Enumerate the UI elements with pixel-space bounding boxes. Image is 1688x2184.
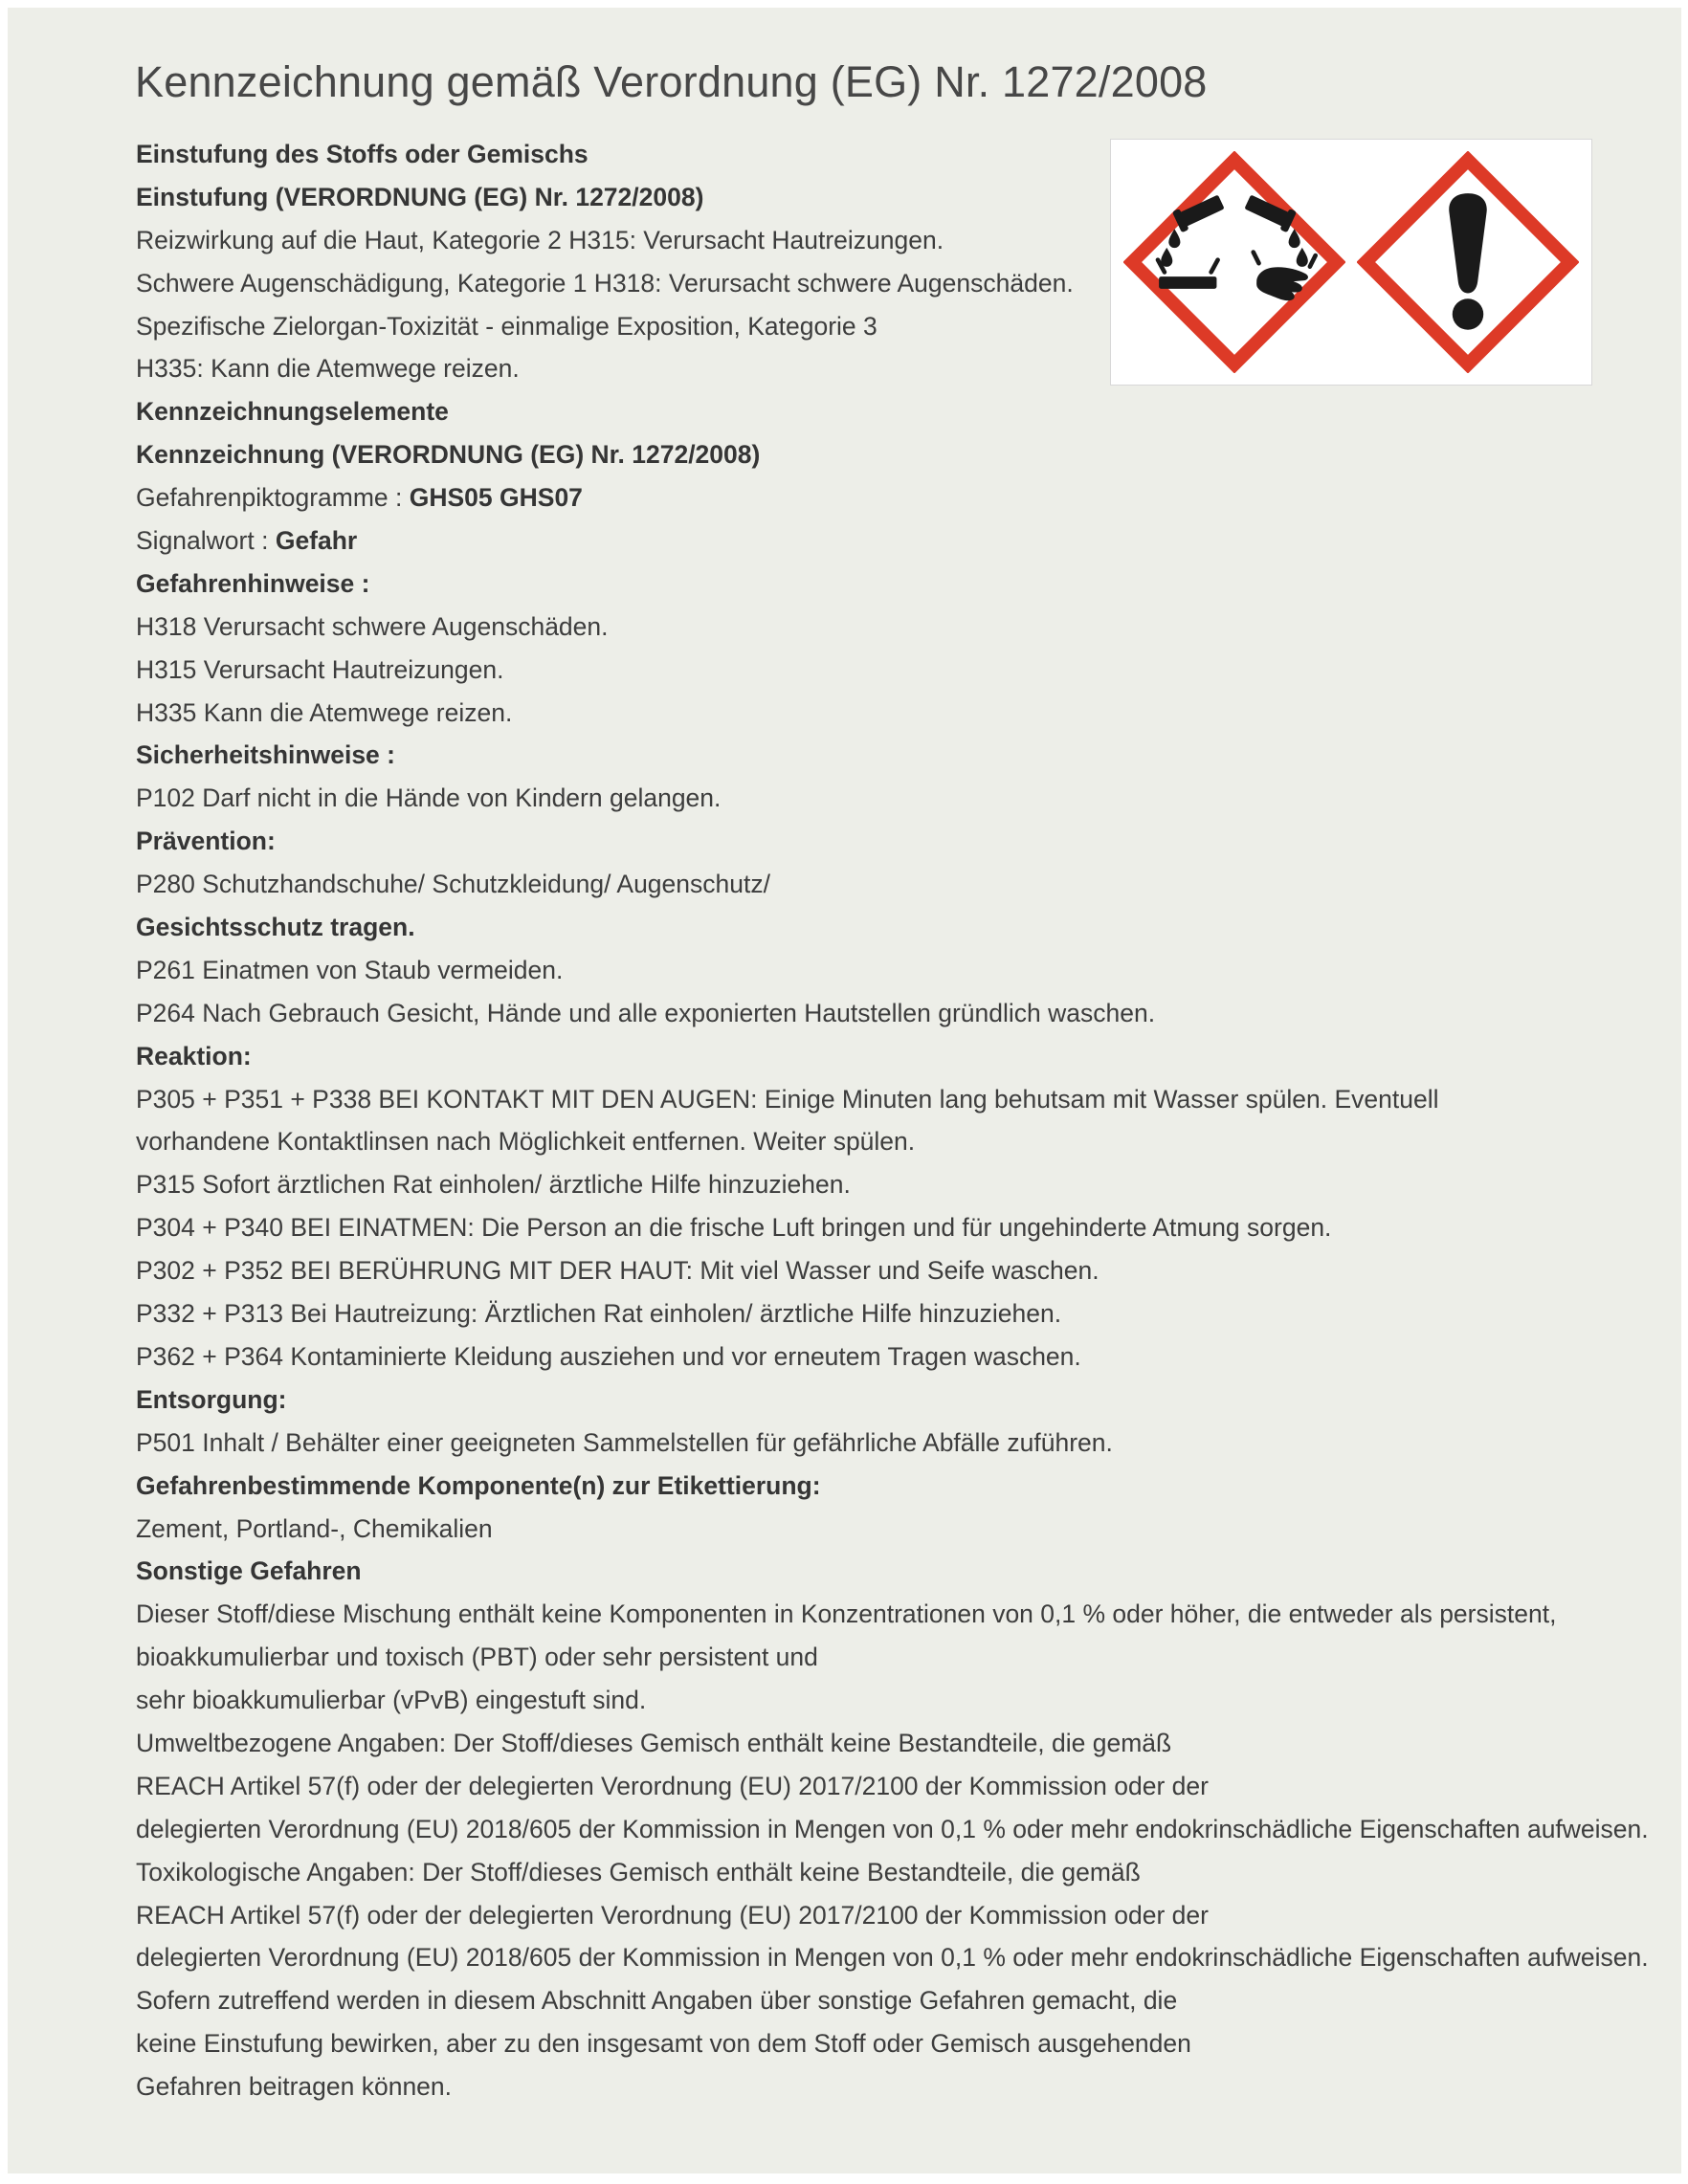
bold-text-segment: Gefahrenbestimmende Komponente(n) zur Etikettierung: <box>136 1470 821 1500</box>
text-line <box>136 1035 1648 1078</box>
text-line <box>136 1206 1648 1249</box>
text-line <box>136 1335 1648 1379</box>
bold-text-segment: Einstufung (VERORDNUNG (EG) Nr. 1272/2008) <box>136 182 704 211</box>
text-line <box>136 1163 1648 1206</box>
text-line <box>136 219 1648 262</box>
text-line <box>136 176 1648 219</box>
text-segment: Spezifische Zielorgan-Toxizität - einmalige Exposition, Kategorie 3 <box>136 311 877 341</box>
text-line <box>136 262 1648 305</box>
text-line <box>136 305 1648 348</box>
text-segment: P261 Einatmen von Staub vermeiden. <box>136 955 564 984</box>
text-segment: REACH Artikel 57(f) oder der delegierten Verordnung (EU) 2017/2100 der Kommission oder der <box>136 1771 1209 1800</box>
text-segment: P280 Schutzhandschuhe/ Schutzkleidung/ Augenschutz/ <box>136 870 770 899</box>
text-line <box>136 2022 1648 2065</box>
text-segment: Zement, Portland-, Chemikalien <box>136 1513 493 1543</box>
text-line <box>136 1379 1648 1422</box>
text-line <box>136 433 1648 476</box>
text-segment: Umweltbezogene Angaben: Der Stoff/dieses Gemisch enthält keine Bestandteile, die gemäß <box>136 1728 1172 1757</box>
text-line <box>136 1593 1648 1636</box>
text-segment: vorhandene Kontaktlinsen nach Möglichkeit entfernen. Weiter spülen. <box>136 1127 916 1157</box>
text-line <box>136 606 1648 649</box>
document-page <box>8 8 1681 2173</box>
text-line <box>136 1508 1648 1551</box>
text-line <box>136 1550 1648 1593</box>
text-line <box>136 2065 1648 2108</box>
text-line <box>136 863 1648 906</box>
text-segment: H335 Kann die Atemwege reizen. <box>136 697 513 727</box>
bold-text-segment: Einstufung des Stoffs oder Gemischs <box>136 140 589 168</box>
text-line <box>136 1422 1648 1465</box>
text-segment: Dieser Stoff/diese Mischung enthält keine Komponenten in Konzentrationen von 0,1 % oder höher, die entweder als persistent, <box>136 1599 1557 1629</box>
text-segment: P315 Sofort ärztlichen Rat einholen/ ärztliche Hilfe hinzuziehen. <box>136 1170 851 1200</box>
text-segment: Gefahrenpiktogramme : <box>136 483 410 513</box>
text-segment: H318 Verursacht schwere Augenschäden. <box>136 611 609 641</box>
text-line <box>136 519 1648 563</box>
bold-text-segment: GHS05 GHS07 <box>409 483 583 513</box>
text-line <box>136 734 1648 777</box>
text-line <box>136 1808 1648 1851</box>
text-line <box>136 692 1648 735</box>
bold-text-segment: Gesichtsschutz tragen. <box>136 913 415 942</box>
text-line <box>136 1679 1648 1722</box>
text-line <box>136 1249 1648 1292</box>
text-segment: keine Einstufung bewirken, aber zu den insgesamt von dem Stoff oder Gemisch ausgehenden <box>136 2029 1191 2059</box>
text-line <box>136 1292 1648 1335</box>
bold-text-segment: Sonstige Gefahren <box>136 1556 362 1586</box>
bold-text-segment: Kennzeichnung (VERORDNUNG (EG) Nr. 1272/2008) <box>136 440 761 470</box>
text-line <box>136 1765 1648 1808</box>
text-line <box>136 1465 1648 1508</box>
text-segment: delegierten Verordnung (EU) 2018/605 der Kommission in Mengen von 0,1 % oder mehr endokrinschädliche Eigenschaften aufweisen. <box>136 1814 1649 1843</box>
text-segment: sehr bioakkumulierbar (vPvB) eingestuft sind. <box>136 1686 647 1715</box>
text-segment: P362 + P364 Kontaminierte Kleidung ausziehen und vor erneutem Tragen waschen. <box>136 1341 1081 1371</box>
text-line <box>136 1636 1648 1679</box>
bold-text-segment: Prävention: <box>136 827 276 856</box>
text-line <box>136 906 1648 949</box>
text-segment: Toxikologische Angaben: Der Stoff/dieses Gemisch enthält keine Bestandteile, die gemäß <box>136 1857 1141 1886</box>
bold-text-segment: Gefahrenhinweise : <box>136 568 370 598</box>
text-segment: P302 + P352 BEI BERÜHRUNG MIT DER HAUT: Mit viel Wasser und Seife waschen. <box>136 1256 1099 1286</box>
text-line <box>136 1722 1648 1765</box>
text-line <box>136 1936 1648 1979</box>
text-segment: Signalwort : <box>136 526 276 556</box>
text-segment: Schwere Augenschädigung, Kategorie 1 H318: Verursacht schwere Augenschäden. <box>136 268 1074 298</box>
text-segment: REACH Artikel 57(f) oder der delegierten Verordnung (EU) 2017/2100 der Kommission oder der <box>136 1900 1209 1930</box>
text-line <box>136 347 1648 390</box>
bold-text-segment: Kennzeichnungselemente <box>136 397 449 427</box>
text-segment: Sofern zutreffend werden in diesem Abschnitt Angaben über sonstige Gefahren gemacht, die <box>136 1986 1178 2016</box>
text-segment: delegierten Verordnung (EU) 2018/605 der Kommission in Mengen von 0,1 % oder mehr endokrinschädliche Eigenschaften aufweisen. <box>136 1943 1649 1973</box>
text-segment: Gefahren beitragen können. <box>136 2072 453 2102</box>
bold-text-segment: Reaktion: <box>136 1041 252 1070</box>
text-line <box>136 1120 1648 1163</box>
bold-text-segment: Sicherheitshinweise : <box>136 740 395 770</box>
text-line <box>136 949 1648 992</box>
text-segment: P264 Nach Gebrauch Gesicht, Hände und alle exponierten Hautstellen gründlich waschen. <box>136 998 1156 1027</box>
text-line <box>136 992 1648 1035</box>
text-segment: bioakkumulierbar und toxisch (PBT) oder sehr persistent und <box>136 1643 818 1672</box>
text-line <box>136 1851 1648 1894</box>
text-segment: P501 Inhalt / Behälter einer geeigneten Sammelstellen für gefährliche Abfälle zuführen. <box>136 1427 1113 1457</box>
text-line <box>136 563 1648 606</box>
text-line <box>136 476 1648 519</box>
text-line <box>136 1894 1648 1937</box>
text-line <box>136 820 1648 863</box>
text-segment: P102 Darf nicht in die Hände von Kindern gelangen. <box>136 783 722 813</box>
text-line <box>136 1979 1648 2022</box>
bold-text-segment: Gefahr <box>275 526 358 556</box>
text-lines <box>136 133 1648 2108</box>
text-segment: Reizwirkung auf die Haut, Kategorie 2 H315: Verursacht Hautreizungen. <box>136 225 944 254</box>
text-segment: P305 + P351 + P338 BEI KONTAKT MIT DEN AUGEN: Einige Minuten lang behutsam mit Wasser spülen. Eventuell <box>136 1084 1439 1114</box>
text-line <box>136 777 1648 820</box>
text-segment: H335: Kann die Atemwege reizen. <box>136 354 520 384</box>
text-line <box>136 390 1648 433</box>
text-segment: H315 Verursacht Hautreizungen. <box>136 654 504 684</box>
text-line <box>136 133 1648 176</box>
page-title: Kennzeichnung gemäß Verordnung (EG) Nr. 1272/2008 <box>135 57 1208 106</box>
text-line <box>136 649 1648 692</box>
bold-text-segment: Entsorgung: <box>136 1384 287 1414</box>
text-segment: P304 + P340 BEI EINATMEN: Die Person an die frische Luft bringen und für ungehinderte Atmung sorgen. <box>136 1213 1332 1243</box>
text-line <box>136 1078 1648 1121</box>
text-segment: P332 + P313 Bei Hautreizung: Ärztlichen Rat einholen/ ärztliche Hilfe hinzuziehen. <box>136 1299 1062 1329</box>
